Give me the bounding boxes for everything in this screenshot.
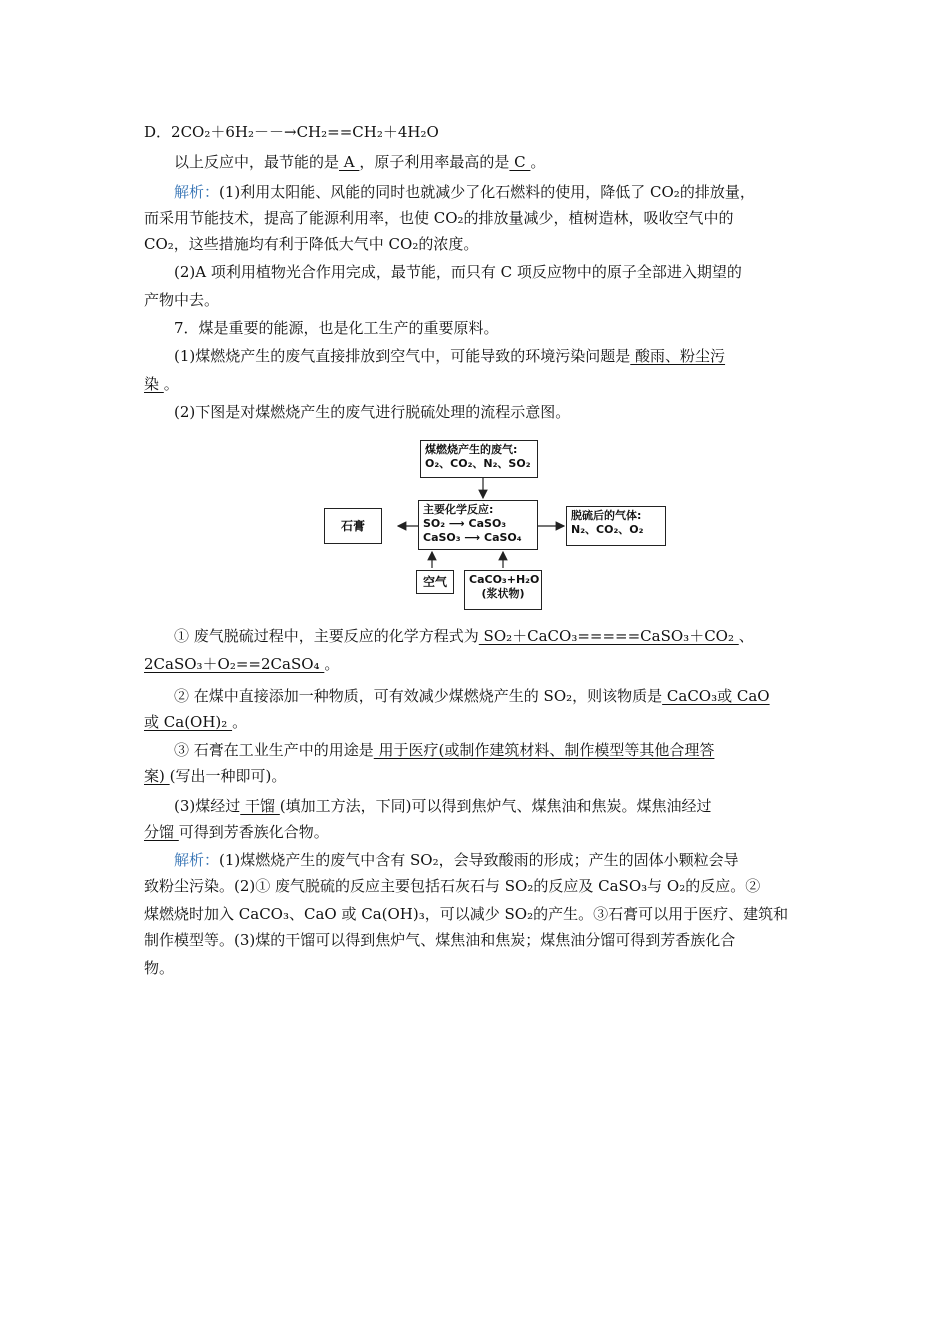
text-segment: ③ 石膏在工业生产中的用途是 — [174, 741, 374, 759]
text-segment: 以上反应中，最节能的是 — [174, 153, 340, 171]
text-segment: 7．煤是重要的能源，也是化工生产的重要原料。 — [174, 319, 499, 337]
text-line — [144, 122, 439, 142]
text-segment: 。 — [324, 655, 340, 673]
text-segment: (1)煤燃烧产生的废气中含有 SO₂，会导致酸雨的形成；产生的固体小颗粒会导 — [219, 851, 739, 869]
main-reaction-title: 主要化学反应: — [423, 503, 494, 516]
text-segment: (写出一种即可)。 — [169, 767, 287, 785]
desulfurization-flow-diagram — [320, 436, 670, 614]
answer-blank: 2CaSO₃＋O₂==2CaSO₄ — [144, 655, 325, 673]
text-segment: CO₂，这些措施均有利于降低大气中 CO₂的浓度。 — [144, 235, 479, 253]
analysis-label: 解析： — [174, 183, 220, 201]
text-segment: (填加工方法，下同)可以得到焦炉气、煤焦油和焦炭。煤焦油经过 — [279, 797, 712, 815]
text-segment: 。 — [232, 713, 248, 731]
answer-blank: SO₂＋CaCO₃=====CaSO₃＋CO₂ — [478, 627, 739, 645]
waste-gas-components: O₂、CO₂、N₂、SO₂ — [425, 457, 531, 470]
answer-blank: 干馏 — [240, 797, 280, 815]
text-segment: ，原子利用率最高的是 — [359, 153, 510, 171]
reaction-2: CaSO₃ ⟶ CaSO₄ — [423, 531, 522, 544]
text-segment: 致粉尘污染。(2)① 废气脱硫的反应主要包括石灰石与 SO₂的反应及 CaSO₃与 O₂的反应。② — [144, 877, 761, 895]
text-line — [174, 740, 714, 760]
text-line — [174, 796, 712, 816]
text-line — [144, 374, 179, 394]
air-label: 空气 — [422, 575, 447, 589]
text-line — [174, 402, 570, 422]
text-line — [144, 876, 760, 896]
answer-blank: 案) — [144, 767, 170, 785]
text-line — [174, 346, 725, 366]
text-line — [144, 822, 329, 842]
text-segment: ① 废气脱硫过程中，主要反应的化学方程式为 — [174, 627, 479, 645]
clean-gas-title: 脱硫后的气体: — [571, 509, 642, 522]
waste-gas-box — [420, 440, 538, 478]
analysis-label: 解析： — [174, 851, 220, 869]
text-line — [144, 654, 339, 674]
slurry-box — [464, 570, 542, 610]
text-line — [144, 712, 247, 732]
text-line — [144, 234, 478, 254]
text-segment: 物。 — [144, 959, 175, 977]
text-segment: (1)煤燃烧产生的废气直接排放到空气中，可能导致的环境污染问题是 — [174, 347, 631, 365]
text-segment: D．2CO₂＋6H₂－－→CH₂==CH₂＋4H₂O — [144, 123, 439, 141]
text-line — [174, 626, 754, 646]
waste-gas-title: 煤燃烧产生的废气: — [425, 443, 518, 456]
text-segment: 制作模型等。(3)煤的干馏可以得到焦炉气、煤焦油和焦炭；煤焦油分馏可得到芳香族化合 — [144, 931, 736, 949]
answer-blank: CaCO₃或 CaO — [662, 687, 770, 705]
answer-blank: 分馏 — [144, 823, 179, 841]
text-segment: (1)利用太阳能、风能的同时也就减少了化石燃料的使用，降低了 CO₂的排放量， — [219, 183, 755, 201]
text-line — [144, 930, 735, 950]
reaction-1: SO₂ ⟶ CaSO₃ — [423, 517, 507, 530]
answer-blank: 用于医疗(或制作建筑材料、制作模型等其他合理答 — [373, 741, 715, 759]
text-line — [144, 766, 286, 786]
text-segment: (2)下图是对煤燃烧产生的废气进行脱硫处理的流程示意图。 — [174, 403, 571, 421]
text-segment: 而采用节能技术，提高了能源利用率，也使 CO₂的排放量减少，植树造林，吸收空气中的 — [144, 209, 734, 227]
text-line — [174, 318, 499, 338]
answer-blank: 或 Ca(OH)₂ — [144, 713, 233, 731]
text-segment: 煤燃烧时加入 CaCO₃、CaO 或 Ca(OH)₃，可以减少 SO₂的产生。③石膏可以用于医疗、建筑和 — [144, 905, 789, 923]
text-line — [144, 290, 219, 310]
text-line — [174, 686, 770, 706]
gypsum-label: 石膏 — [340, 519, 365, 533]
text-segment: (3)煤经过 — [174, 797, 241, 815]
air-box — [416, 570, 454, 594]
text-segment: ② 在煤中直接添加一种物质，可有效减少煤燃烧产生的 SO₂，则该物质是 — [174, 687, 663, 705]
text-segment: 可得到芳香族化合物。 — [178, 823, 329, 841]
text-line — [144, 904, 788, 924]
clean-gas-box — [566, 506, 666, 546]
text-line — [174, 182, 755, 202]
gypsum-box — [324, 508, 382, 544]
text-line — [174, 152, 545, 172]
slurry-note: (浆状物) — [481, 587, 525, 600]
text-line — [144, 958, 174, 978]
text-segment: 、 — [738, 627, 754, 645]
answer-blank: 染 — [144, 375, 164, 393]
answer-blank: 酸雨、粉尘污 — [630, 347, 726, 365]
clean-gas-components: N₂、CO₂、O₂ — [571, 523, 644, 536]
text-line — [174, 850, 739, 870]
slurry-formula: CaCO₃+H₂O — [469, 573, 540, 586]
text-segment: 产物中去。 — [144, 291, 220, 309]
text-segment: 。 — [163, 375, 179, 393]
answer-blank: C — [509, 153, 531, 171]
text-line — [174, 262, 742, 282]
answer-blank: A — [339, 153, 360, 171]
text-segment: 。 — [530, 153, 546, 171]
text-line — [144, 208, 734, 228]
text-segment: (2)A 项利用植物光合作用完成，最节能，而只有 C 项反应物中的原子全部进入期望的 — [174, 263, 742, 281]
main-reaction-box — [418, 500, 538, 550]
